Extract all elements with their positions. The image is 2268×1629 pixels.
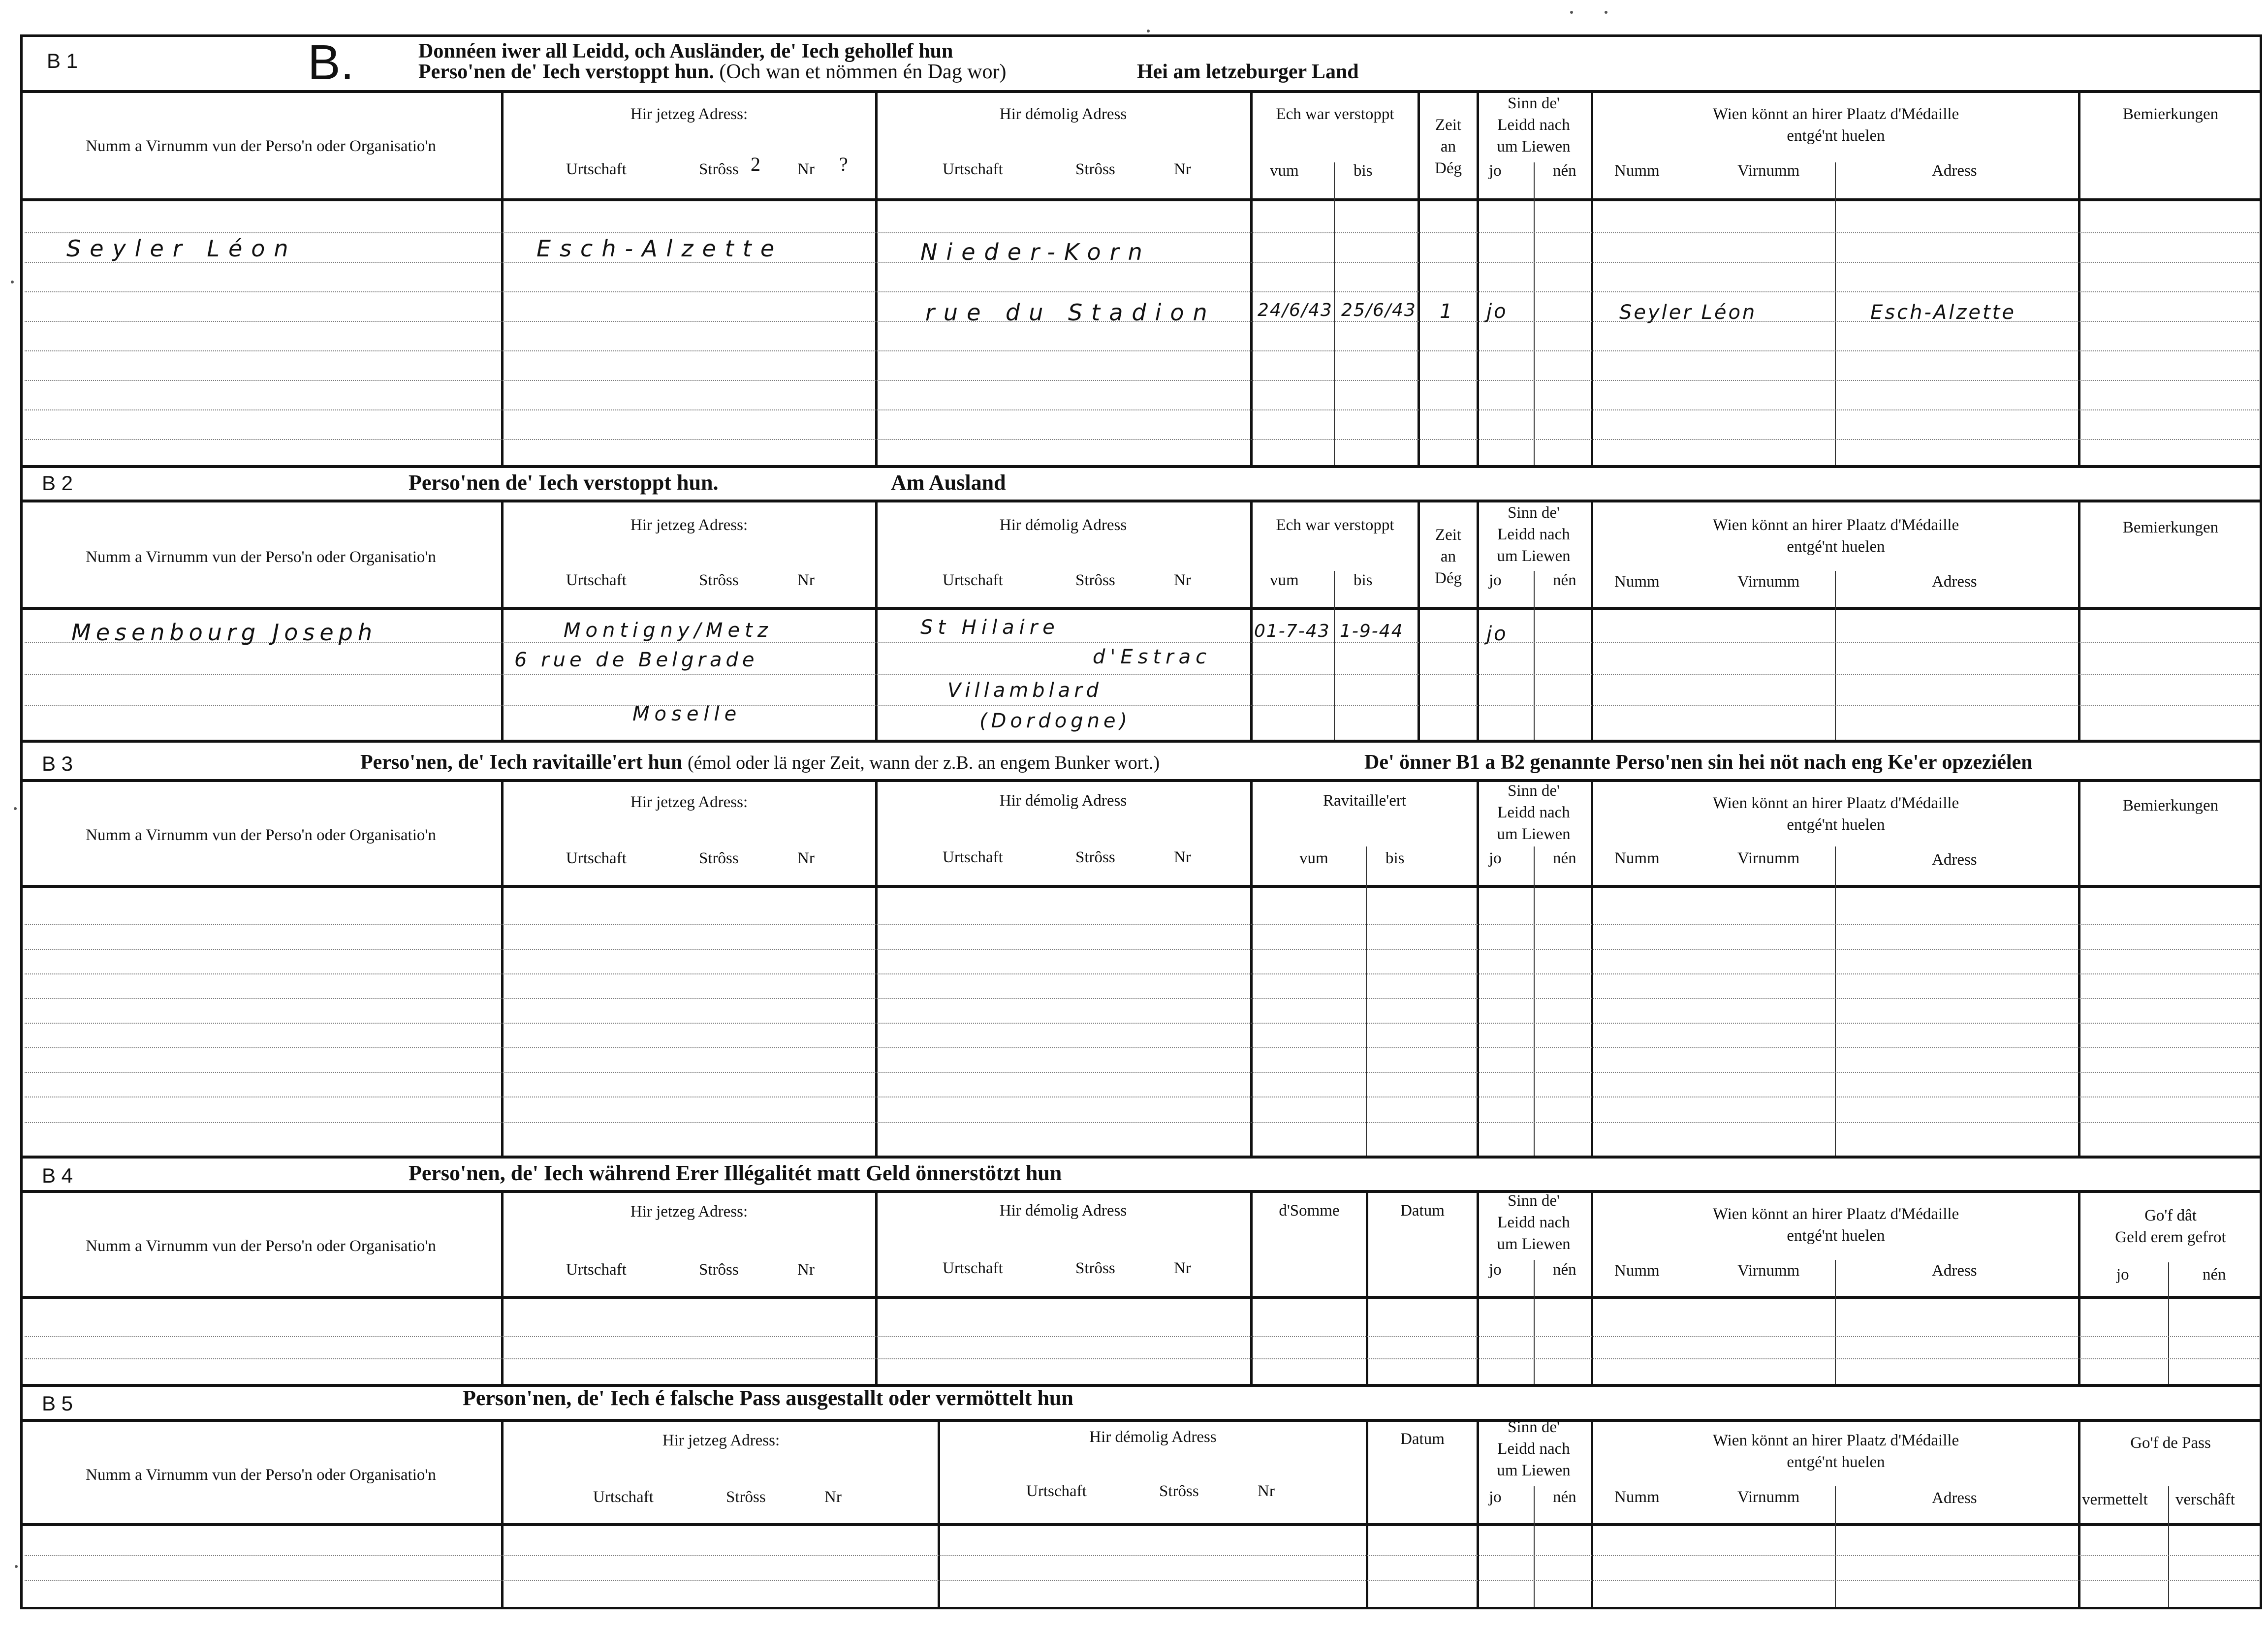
b5-procured-header: verschâft xyxy=(2175,1491,2235,1508)
b4-money-no-header: nén xyxy=(2203,1266,2226,1284)
section-b1-id: B 1 xyxy=(47,49,78,72)
b4-name-header: Numm a Virnumm vun der Perso'n oder Organisatio'n xyxy=(86,1237,436,1255)
b1-entry-former-street[interactable]: rue du Stadion xyxy=(925,299,1216,326)
b2-entry-risk[interactable]: jo xyxy=(1486,623,1508,645)
b2-entry-current-line1[interactable]: Montigny/Metz xyxy=(564,619,773,642)
b5-medal-header: Wien könnt an hirer Plaatz d'Médaille entgé'nt huelen xyxy=(1712,1432,1959,1471)
b1-entry-until[interactable]: 25/6/43 xyxy=(1341,300,1417,320)
b2-former-street-header: Strôss xyxy=(1075,571,1115,589)
b5-date-header: Datum xyxy=(1400,1430,1445,1448)
b2-current-address-header: Hir jetzeg Adress: xyxy=(630,516,748,534)
b2-former-place-header: Urtschaft xyxy=(943,571,1003,589)
b2-street-header: Strôss xyxy=(699,571,739,589)
b2-entry-name[interactable]: Mesenbourg Joseph xyxy=(71,619,377,646)
b1-no-header: nén xyxy=(1553,162,1576,180)
b1-row-line xyxy=(25,291,2259,292)
b1-row-line xyxy=(25,232,2259,233)
b2-entry-from[interactable]: 01-7-43 xyxy=(1254,621,1330,641)
b3-address-header: Adress xyxy=(1932,851,1977,869)
b1-entry-current-place[interactable]: Esch-Alzette xyxy=(536,235,784,262)
b2-days-header: Zeit an Dég xyxy=(1435,526,1462,587)
b1-hidden-header: Ech war verstoppt xyxy=(1276,105,1394,123)
b2-header-rule xyxy=(20,607,2262,610)
b2-entry-former-line4[interactable]: (Dordogne) xyxy=(979,710,1132,732)
b2-col-divider xyxy=(1591,501,1593,740)
b2-subcol-divider xyxy=(1534,571,1535,740)
b4-current-address-header: Hir jetzeg Adress: xyxy=(630,1203,748,1221)
b3-row-line xyxy=(25,1023,2259,1024)
b4-surname-header: Numm xyxy=(1614,1262,1660,1280)
b2-col-divider xyxy=(2078,501,2080,740)
b1-surname-header: Numm xyxy=(1614,162,1660,180)
scan-speck xyxy=(14,807,17,810)
b4-col-divider xyxy=(1250,1191,1253,1384)
b1-subcol-divider xyxy=(1334,162,1335,465)
b1-subcol-divider xyxy=(1835,162,1836,465)
b2-entry-former-line1[interactable]: St Hilaire xyxy=(920,616,1060,639)
b4-street-header: Strôss xyxy=(699,1261,739,1279)
b4-col-divider xyxy=(875,1191,878,1384)
b2-yes-header: jo xyxy=(1489,571,1502,589)
b2-col-divider xyxy=(1418,501,1420,740)
b5-col-divider xyxy=(2078,1420,2080,1607)
b2-entry-former-line2[interactable]: d'Estrac xyxy=(1093,646,1212,668)
b1-entry-name[interactable]: Seyler Léon xyxy=(66,235,297,262)
b5-subcol-divider xyxy=(1835,1486,1836,1607)
b5-former-nr-header: Nr xyxy=(1258,1482,1275,1500)
b5-subcol-divider xyxy=(1534,1486,1535,1607)
b5-col-divider xyxy=(501,1420,504,1607)
b3-medal-header: Wien könnt an hirer Plaatz d'Médaille entgé'nt huelen xyxy=(1712,794,1959,834)
b4-former-street-header: Strôss xyxy=(1075,1259,1115,1277)
b3-former-street-header: Strôss xyxy=(1075,848,1115,866)
b3-surname-header: Numm xyxy=(1614,849,1660,867)
scan-speck xyxy=(15,1565,18,1568)
b4-col-divider xyxy=(2078,1191,2080,1384)
b4-no-header: nén xyxy=(1553,1261,1576,1279)
b1-street-header: Strôss xyxy=(699,160,739,178)
b3-header-rule xyxy=(20,885,2262,888)
b3-row-line xyxy=(25,1096,2259,1097)
b3-bottom-rule xyxy=(20,1156,2262,1159)
section-b5-title: Person'nen, de' Iech é falsche Pass ausgestallt oder vermöttelt hun xyxy=(463,1386,1073,1410)
b1-nr-header: Nr xyxy=(797,160,815,178)
b4-col-divider xyxy=(1366,1191,1368,1384)
b3-remarks-header: Bemierkungen xyxy=(2122,797,2219,814)
b5-address-header: Adress xyxy=(1932,1489,1977,1507)
b3-row-line xyxy=(25,949,2259,950)
section-b2-title: Perso'nen de' Iech verstoppt hun. xyxy=(409,470,719,495)
b2-from-header: vum xyxy=(1270,571,1299,589)
b2-name-header: Numm a Virnumm vun der Perso'n oder Organisatio'n xyxy=(86,548,436,566)
b1-address-header: Adress xyxy=(1932,162,1977,180)
b5-col-divider xyxy=(1591,1420,1593,1607)
b3-row-line xyxy=(25,1072,2259,1073)
b4-former-address-header: Hir démolig Adress xyxy=(999,1202,1127,1220)
b5-top-rule xyxy=(20,1419,2262,1422)
b3-row-line xyxy=(25,924,2259,925)
b1-former-place-header: Urtschaft xyxy=(943,160,1003,178)
b4-sum-header: d'Somme xyxy=(1279,1202,1340,1220)
b2-former-nr-header: Nr xyxy=(1174,571,1191,589)
section-b1-title-line2: Perso'nen de' Iech verstoppt hun. (Och wan et nömmen én Dag wor) xyxy=(418,61,1007,83)
b5-name-header: Numm a Virnumm vun der Perso'n oder Organisatio'n xyxy=(86,1466,436,1484)
b3-former-nr-header: Nr xyxy=(1174,848,1191,866)
b1-header-rule xyxy=(20,198,2262,201)
b3-no-header: nén xyxy=(1553,849,1576,867)
b4-row-line xyxy=(25,1336,2259,1337)
b3-supplied-header: Ravitaille'ert xyxy=(1323,792,1407,810)
b2-top-rule xyxy=(20,500,2262,502)
b1-row-line xyxy=(25,439,2259,440)
b1-row-line xyxy=(25,380,2259,381)
b2-no-header: nén xyxy=(1553,571,1576,589)
b5-former-address-header: Hir démolig Adress xyxy=(1089,1428,1217,1446)
b1-firstname-header: Virnumm xyxy=(1737,162,1800,180)
b5-header-rule xyxy=(20,1523,2262,1526)
b1-entry-medal-address[interactable]: Esch-Alzette xyxy=(1870,301,2016,324)
b1-subcol-divider xyxy=(1534,162,1535,465)
b3-risk-header: Sinn de' Leidd nach um Liewen xyxy=(1497,782,1571,843)
b1-risk-header: Sinn de' Leidd nach um Liewen xyxy=(1497,94,1571,156)
b4-header-rule xyxy=(20,1296,2262,1299)
b3-subcol-divider xyxy=(1835,846,1836,1156)
b4-place-header: Urtschaft xyxy=(566,1261,627,1279)
b3-street-header: Strôss xyxy=(699,849,739,867)
section-b4-title: Perso'nen, de' Iech während Erer Illégalitét matt Geld önnerstötzt hun xyxy=(409,1161,1062,1185)
b5-yes-header: jo xyxy=(1489,1488,1502,1506)
b5-row-line xyxy=(25,1580,2259,1581)
b4-former-place-header: Urtschaft xyxy=(943,1259,1003,1277)
b5-pass-header: Go'f de Pass xyxy=(2130,1434,2211,1452)
b2-row-line xyxy=(25,674,2259,675)
b3-firstname-header: Virnumm xyxy=(1737,849,1800,867)
b4-money-yes-header: jo xyxy=(2116,1266,2129,1284)
b5-no-header: nén xyxy=(1553,1488,1576,1506)
b2-col-divider xyxy=(501,501,504,740)
b3-col-divider xyxy=(1591,781,1593,1156)
b5-subcol-divider xyxy=(2168,1486,2169,1607)
b2-entry-current-line3[interactable]: Moselle xyxy=(632,703,742,725)
b5-nr-header: Nr xyxy=(824,1488,842,1506)
b4-firstname-header: Virnumm xyxy=(1737,1262,1800,1280)
b4-subcol-divider xyxy=(1835,1260,1836,1384)
b3-former-place-header: Urtschaft xyxy=(943,848,1003,866)
b1-former-street-header: Strôss xyxy=(1075,160,1115,178)
b3-row-line xyxy=(25,1122,2259,1123)
b2-place-header: Urtschaft xyxy=(566,571,627,589)
b1-medal-header: Wien könnt an hirer Plaatz d'Médaille entgé'nt huelen xyxy=(1712,105,1959,145)
scan-speck xyxy=(11,281,14,283)
b3-place-header: Urtschaft xyxy=(566,849,627,867)
b4-subcol-divider xyxy=(2168,1262,2169,1384)
b5-col-divider xyxy=(938,1420,940,1607)
b1-entry-from[interactable]: 24/6/43 xyxy=(1258,300,1333,320)
b2-medal-header: Wien könnt an hirer Plaatz d'Médaille entgé'nt huelen xyxy=(1712,516,1959,556)
b4-date-header: Datum xyxy=(1400,1202,1445,1220)
b4-col-divider xyxy=(1591,1191,1593,1384)
b2-firstname-header: Virnumm xyxy=(1737,573,1800,591)
b3-subcol-divider xyxy=(1534,846,1535,1156)
b2-address-header: Adress xyxy=(1932,573,1977,591)
b2-entry-former-line3[interactable]: Villamblard xyxy=(947,679,1103,702)
b2-row-line xyxy=(25,705,2259,706)
b3-row-line xyxy=(25,973,2259,974)
b4-former-nr-header: Nr xyxy=(1174,1259,1191,1277)
b1-former-nr-header: Nr xyxy=(1174,160,1191,178)
section-b3-title-right: De' önner B1 a B2 genannte Perso'nen sin hei nöt nach eng Ke'er opzeziélen xyxy=(1364,751,2033,774)
b1-street-mark: 2 xyxy=(751,153,760,175)
section-b3-title: Perso'nen, de' Iech ravitaille'ert hun (émol oder lä nger Zeit, wann der z.B. an engem Bunker wort.) xyxy=(360,751,1160,774)
b2-subcol-divider xyxy=(1334,571,1335,740)
scan-speck xyxy=(1605,11,1607,14)
b3-col-divider xyxy=(1250,781,1253,1156)
b5-surname-header: Numm xyxy=(1614,1488,1660,1506)
b3-until-header: bis xyxy=(1386,849,1405,867)
b2-risk-header: Sinn de' Leidd nach um Liewen xyxy=(1497,504,1571,565)
b4-medal-header: Wien könnt an hirer Plaatz d'Médaille entgé'nt huelen xyxy=(1712,1205,1959,1245)
b3-nr-header: Nr xyxy=(797,849,815,867)
b4-bottom-rule xyxy=(20,1384,2262,1387)
b1-entry-risk[interactable]: jo xyxy=(1486,300,1508,323)
b3-row-line xyxy=(25,998,2259,999)
b5-former-place-header: Urtschaft xyxy=(1026,1482,1087,1500)
b3-row-line xyxy=(25,1047,2259,1048)
b3-former-address-header: Hir démolig Adress xyxy=(999,792,1127,810)
b1-from-header: vum xyxy=(1270,162,1299,180)
b4-money-header: Go'f dât Geld erem gefrot xyxy=(2115,1207,2226,1246)
b3-col-divider xyxy=(501,781,504,1156)
b3-current-address-header: Hir jetzeg Adress: xyxy=(630,793,748,811)
b4-yes-header: jo xyxy=(1489,1261,1502,1279)
b1-yes-header: jo xyxy=(1489,162,1502,180)
b2-hidden-header: Ech war verstoppt xyxy=(1276,516,1394,534)
b4-col-divider xyxy=(501,1191,504,1384)
b5-current-address-header: Hir jetzeg Adress: xyxy=(662,1432,780,1449)
b3-top-rule xyxy=(20,779,2262,782)
section-b1-title-line1: Donnéen iwer all Leidd, och Ausländer, de' Iech gehollef hun xyxy=(418,40,953,63)
section-b5-id: B 5 xyxy=(42,1392,73,1415)
b1-days-header: Zeit an Dég xyxy=(1435,116,1462,177)
b5-place-header: Urtschaft xyxy=(593,1488,654,1506)
b5-row-line xyxy=(25,1555,2259,1556)
b1-row-line xyxy=(25,350,2259,351)
section-b4-id: B 4 xyxy=(42,1164,73,1187)
b5-former-street-header: Strôss xyxy=(1159,1482,1199,1500)
b4-row-line xyxy=(25,1358,2259,1359)
b1-current-address-header: Hir jetzeg Adress: xyxy=(630,105,748,123)
b4-address-header: Adress xyxy=(1932,1262,1977,1280)
b2-until-header: bis xyxy=(1354,571,1373,589)
b5-col-divider xyxy=(1366,1420,1368,1607)
b1-top-rule xyxy=(20,90,2262,93)
b5-firstname-header: Virnumm xyxy=(1737,1488,1800,1506)
b4-top-rule xyxy=(20,1190,2262,1193)
b1-former-address-header: Hir démolig Adress xyxy=(999,105,1127,123)
b2-entry-current-line2[interactable]: 6 rue de Belgrade xyxy=(514,649,758,671)
b2-remarks-header: Bemierkungen xyxy=(2122,519,2219,536)
b1-entry-medal-name[interactable]: Seyler Léon xyxy=(1619,301,1757,324)
b1-entry-days[interactable]: 1 xyxy=(1440,300,1454,323)
b3-subcol-divider xyxy=(1366,846,1367,1156)
b1-until-header: bis xyxy=(1354,162,1373,180)
b2-former-address-header: Hir démolig Adress xyxy=(999,516,1127,534)
b2-nr-header: Nr xyxy=(797,571,815,589)
b2-entry-until[interactable]: 1-9-44 xyxy=(1340,621,1404,641)
b4-nr-header: Nr xyxy=(797,1261,815,1279)
b3-from-header: vum xyxy=(1299,849,1328,867)
b1-place-header: Urtschaft xyxy=(566,160,627,178)
b4-subcol-divider xyxy=(1534,1260,1535,1384)
section-b1-title-right: Hei am letzeburger Land xyxy=(1137,61,1359,83)
b1-bottom-rule xyxy=(20,465,2262,468)
b1-nr-mark: ? xyxy=(839,153,848,175)
b1-row-line xyxy=(25,409,2259,410)
b5-issued-header: vermettelt xyxy=(2082,1491,2148,1508)
scan-speck xyxy=(1570,11,1573,14)
b1-name-header: Numm a Virnumm vun der Perso'n oder Organisatio'n xyxy=(86,137,436,155)
scan-speck xyxy=(1147,30,1150,32)
b2-subcol-divider xyxy=(1835,571,1836,740)
b2-col-divider xyxy=(1250,501,1253,740)
b1-entry-former-place[interactable]: Nieder-Korn xyxy=(920,239,1151,265)
b3-col-divider xyxy=(2078,781,2080,1156)
b2-surname-header: Numm xyxy=(1614,573,1660,591)
section-b2-title-right: Am Ausland xyxy=(891,470,1006,495)
b2-col-divider xyxy=(875,501,878,740)
section-b2-id: B 2 xyxy=(42,471,73,495)
b1-remarks-header: Bemierkungen xyxy=(2122,105,2219,123)
b5-risk-header: Sinn de' Leidd nach um Liewen xyxy=(1497,1418,1571,1479)
section-b3-id: B 3 xyxy=(42,752,73,775)
b3-name-header: Numm a Virnumm vun der Perso'n oder Organisatio'n xyxy=(86,826,436,844)
b4-risk-header: Sinn de' Leidd nach um Liewen xyxy=(1497,1192,1571,1253)
b3-col-divider xyxy=(875,781,878,1156)
b5-street-header: Strôss xyxy=(726,1488,766,1506)
b3-yes-header: jo xyxy=(1489,849,1502,867)
form-letter: B. xyxy=(308,35,354,90)
b2-bottom-rule xyxy=(20,740,2262,743)
